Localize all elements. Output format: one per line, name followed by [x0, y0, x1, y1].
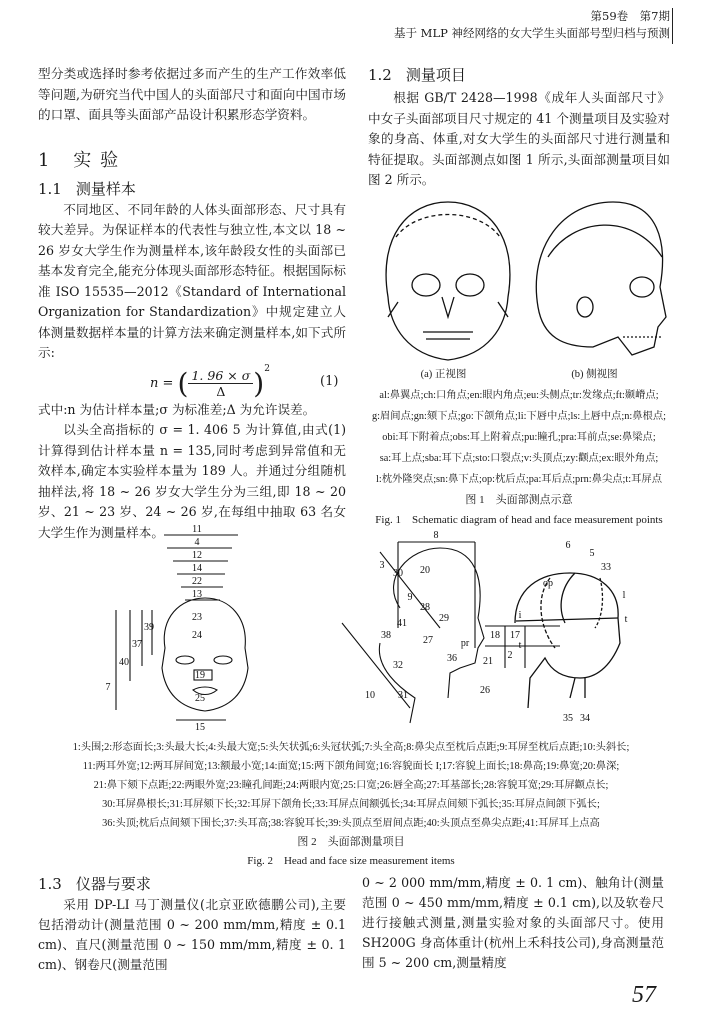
fig2-label: 39 — [144, 622, 154, 633]
fig2-legend-line: 30:耳屏鼻根长;31:耳屏颏下长;32:耳屏下颌角长;33:耳屏点间额弧长;34:耳屏点间颏下弧长;35:耳屏点间颌下弧长; — [102, 799, 600, 810]
fig2-label: t — [624, 614, 628, 625]
fig2-label: i — [518, 610, 522, 621]
paragraph-instruments-continued: 0 ~ 2 000 mm/mm,精度 ± 0. 1 cm)、触角计(测量范围 0 ~ 450 mm/mm,精度 ± 0.1 cm),以及软卷尺进行接触式测量,测量实验对象的头面部尺寸。使用 SH200G 身高体重计(杭州上禾科技公司),身高测量范围 5 ~ 200 cm,测量精度 — [362, 875, 664, 970]
fig1-legend-line: l:枕外隆突点;sn:鼻下点;op:枕后点;pa:耳后点;prn:鼻尖点;t:耳屏点 — [375, 473, 663, 485]
formula-exponent: 2 — [264, 363, 270, 374]
bottom-columns — [6, 873, 696, 975]
paragraph-sample: 不同地区、不同年龄的人体头面部形态、尺寸具有较大差异。为保证样本的代表性与独立性,本文以 18 ~ 26 岁女大学生作为测量样本,该年龄段女性的头面部已基本发育完全,能充分体现头面部形态特征。根据国际标准 ISO 15535—2012《Standard of International Organization for Standardization》中规定建立人体测量数据样本量的计算方法来确定测量样本,如下式所示: — [38, 201, 346, 360]
equation-number: (1) — [320, 373, 339, 389]
fig1-caption-en: Fig. 1 Schematic diagram of head and face measurement points — [375, 513, 663, 526]
section-1-heading — [38, 148, 346, 174]
fig2-legend-line: 36:头顶;枕后点间颏下围长;37:头耳高;38:容貌耳长;39:头顶点至眉间点距;40:头顶点至鼻尖点距;41:耳屏耳上点高 — [102, 818, 600, 829]
front-view-skull-drawing — [386, 202, 510, 360]
fig2-legend-line: 21:鼻下颏下点距;22:两眼外宽;23:瞳孔间距;24:两眼内宽;25:口宽;26:唇全高;27:耳基部长;28:容貌耳宽;29:耳屏颧点长; — [93, 780, 609, 791]
fig2-label: 25 — [195, 693, 205, 704]
right-column-bottom — [362, 873, 664, 975]
fig2-legend-line: 1:头围;2:形态面长;3:头最大长;4:头最大宽;5:头矢状弧;6:头冠状弧;7:头全高;8:鼻尖点至枕后点距;9:耳屏至枕后点距;10:头斜长; — [72, 742, 630, 753]
fig2-label: 12 — [192, 550, 202, 561]
formula-numerator: 1. 96 × σ — [188, 368, 253, 384]
formula-denominator: Δ — [216, 383, 226, 399]
figure-2-labels — [106, 524, 628, 733]
fig2-label: 27 — [423, 635, 433, 646]
fig2-caption-cn: 图 2 头面部测量项目 — [297, 836, 405, 848]
section-number: 1.2 — [368, 66, 392, 84]
fig2-label: 10 — [365, 690, 375, 701]
fig2-label: 9 — [407, 592, 413, 603]
fig2-label: 32 — [393, 660, 403, 671]
fig2-label: 38 — [381, 630, 391, 641]
fig2-label: 11 — [192, 524, 202, 535]
figure-1-drawings — [368, 197, 670, 365]
running-header — [394, 8, 670, 42]
intro-paragraph: 型分类或选择时参考依据过多而产生的生产工作效率低等问题,为研究当代中国人的头面部尺寸和面向中国市场的口罩、面具等头面部产品设计积累形态学资料。 — [38, 66, 346, 122]
fig2-label: 5 — [589, 548, 595, 559]
fig2-label: 30 — [393, 568, 403, 579]
article-title-header: 基于 MLP 神经网络的女大学生头面部号型归档与预测 — [394, 26, 670, 40]
section-1-2-heading — [368, 64, 670, 86]
fig2-legend — [6, 738, 696, 833]
fig2-label: 23 — [192, 612, 202, 623]
section-number: 1.3 — [38, 875, 62, 893]
fig2-label: 33 — [601, 562, 611, 573]
bottom-section — [6, 738, 696, 1009]
fig2-label: 26 — [480, 685, 490, 696]
page-number: 57 — [632, 982, 656, 1008]
section-title: 测量项目 — [405, 66, 466, 84]
three-d-head-drawing — [515, 573, 620, 708]
fig2-label: 7 — [105, 682, 111, 693]
fig2-label: 15 — [195, 722, 205, 733]
fig2-label: pr — [460, 638, 470, 649]
header-rule — [672, 8, 673, 44]
formula-lhs: n = — [150, 375, 174, 391]
side-view-skull-drawing — [536, 202, 666, 355]
fig2-label: 22 — [192, 576, 202, 587]
fig1-legend-line: obi:耳下附着点;obs:耳上附着点;pu:瞳孔;pra:耳前点;se:鼻梁点; — [382, 431, 656, 443]
left-column-bottom — [38, 873, 346, 975]
journal-volume: 第59卷 第7期 — [590, 9, 670, 23]
section-1-3-heading — [38, 873, 346, 895]
fig2-label: 17 — [510, 630, 520, 641]
fig2-label: 40 — [119, 657, 129, 668]
fig1-subcaption-a: (a) 正视图 — [420, 368, 467, 380]
fig2-label: 41 — [397, 618, 407, 629]
fig2-label: 35 — [563, 713, 573, 724]
fig2-label: 20 — [420, 565, 430, 576]
section-title: 测量样本 — [75, 179, 136, 198]
fig2-label: 19 — [195, 670, 205, 681]
fig1-legend-line: al:鼻翼点;ch:口角点;en:眼内角点;eu:头侧点;tr:发缘点;ft:颞嵴点; — [379, 389, 659, 401]
fig2-label: 13 — [192, 589, 202, 600]
fig2-label: 6 — [565, 540, 571, 551]
fig2-label: 2 — [507, 650, 513, 661]
fig1-legend-line: g:眉间点;gn:颏下点;go:下颌角点;li:下唇中点;ls:上唇中点;n:鼻根点; — [371, 410, 667, 422]
paragraph-measurement-items: 根据 GB/T 2428—1998《成年人头面部尺寸》中女子头面部项目尺寸规定的 41 个测量项目及实验对象的身高、体重,对女大学生的头面部尺寸进行测量和特征提取。头面部测点如图 1 所示,头面部测量项目如图 2 所示。 — [368, 90, 670, 187]
paragraph-formula-explanation: 式中:n 为估计样本量;σ 为标准差;Δ 为允许误差。 — [38, 401, 316, 417]
fig2-label: 36 — [447, 653, 457, 664]
paragraph-sample-size: 以头全高指标的 σ = 1. 406 5 为计算值,由式(1)计算得到估计样本量 n = 135,同时考虑到异常值和无效样本,确定本实验样本量为 189 人。并通过分组随机抽样法,将 18 ~ 26 岁女大学生分为三组,即 18 ~ 20 岁、21 ~ 23 岁、24 ~ 26 岁,在每组中抽取 63 名女大学生作为测量样本。 — [38, 422, 346, 540]
fig2-legend-line: 11:两耳外宽;12:两耳屏间宽;13:额最小宽;14:面宽;15:两下颌角间宽;16:容貌面长 I;17:容貌上面长;18:鼻高;19:鼻宽;20:鼻深; — [82, 761, 620, 772]
fig1-caption-cn: 图 1 头面部测点示意 — [465, 493, 573, 506]
fig2-label: t — [518, 640, 522, 651]
fig1-legend-line: sa:耳上点;sba:耳下点;sto:口裂点;v:头顶点;zy:颧点;ex:眼外角点; — [379, 452, 659, 464]
fig2-label: 18 — [490, 630, 500, 641]
fig2-label: 28 — [420, 602, 430, 613]
fig1-subcaptions — [368, 365, 670, 385]
equation-1: n = ( $\frac{1. 96 \times \sigma}{\Delta}$ )$^2$ (1) — [150, 363, 339, 400]
fig1-legend — [360, 385, 678, 490]
fig2-label: 31 — [398, 690, 408, 701]
fig2-label: 8 — [433, 530, 439, 541]
fig2-caption-en: Fig. 2 Head and face size measurement items — [247, 855, 455, 867]
fig2-label: 4 — [194, 537, 200, 548]
section-1-1-heading — [38, 178, 346, 200]
section-title: 实验 — [73, 149, 128, 171]
paragraph-instruments: 采用 DP-LI 马丁测量仪(北京亚欧德鹏公司),主要包括滑动计(测量范围 0 ~ 200 mm/mm,精度 ± 0.1 cm)、直尺(测量范围 0 ~ 150 mm/mm,精度 ± 0. 1 cm)、钢卷尺(测量范围 — [38, 897, 346, 972]
fig2-label: 14 — [192, 563, 202, 574]
fig2-label: 24 — [192, 630, 202, 641]
right-column-top — [368, 64, 670, 530]
figure-2-drawings — [80, 518, 640, 734]
fig2-label: 29 — [439, 613, 449, 624]
section-number: 1.1 — [38, 179, 62, 198]
fig2-label: 3 — [379, 560, 385, 571]
fig2-label: 34 — [580, 713, 590, 724]
fig2-label: op — [543, 578, 553, 589]
fig1-subcaption-b: (b) 侧视图 — [571, 368, 618, 380]
fig2-label: 37 — [132, 639, 142, 650]
fig2-label: 21 — [483, 656, 493, 667]
fig2-label: l — [622, 590, 626, 601]
section-title: 仪器与要求 — [75, 875, 151, 893]
section-number: 1 — [38, 149, 59, 171]
front-view-head-drawing — [116, 535, 248, 720]
left-column-top — [38, 64, 346, 543]
